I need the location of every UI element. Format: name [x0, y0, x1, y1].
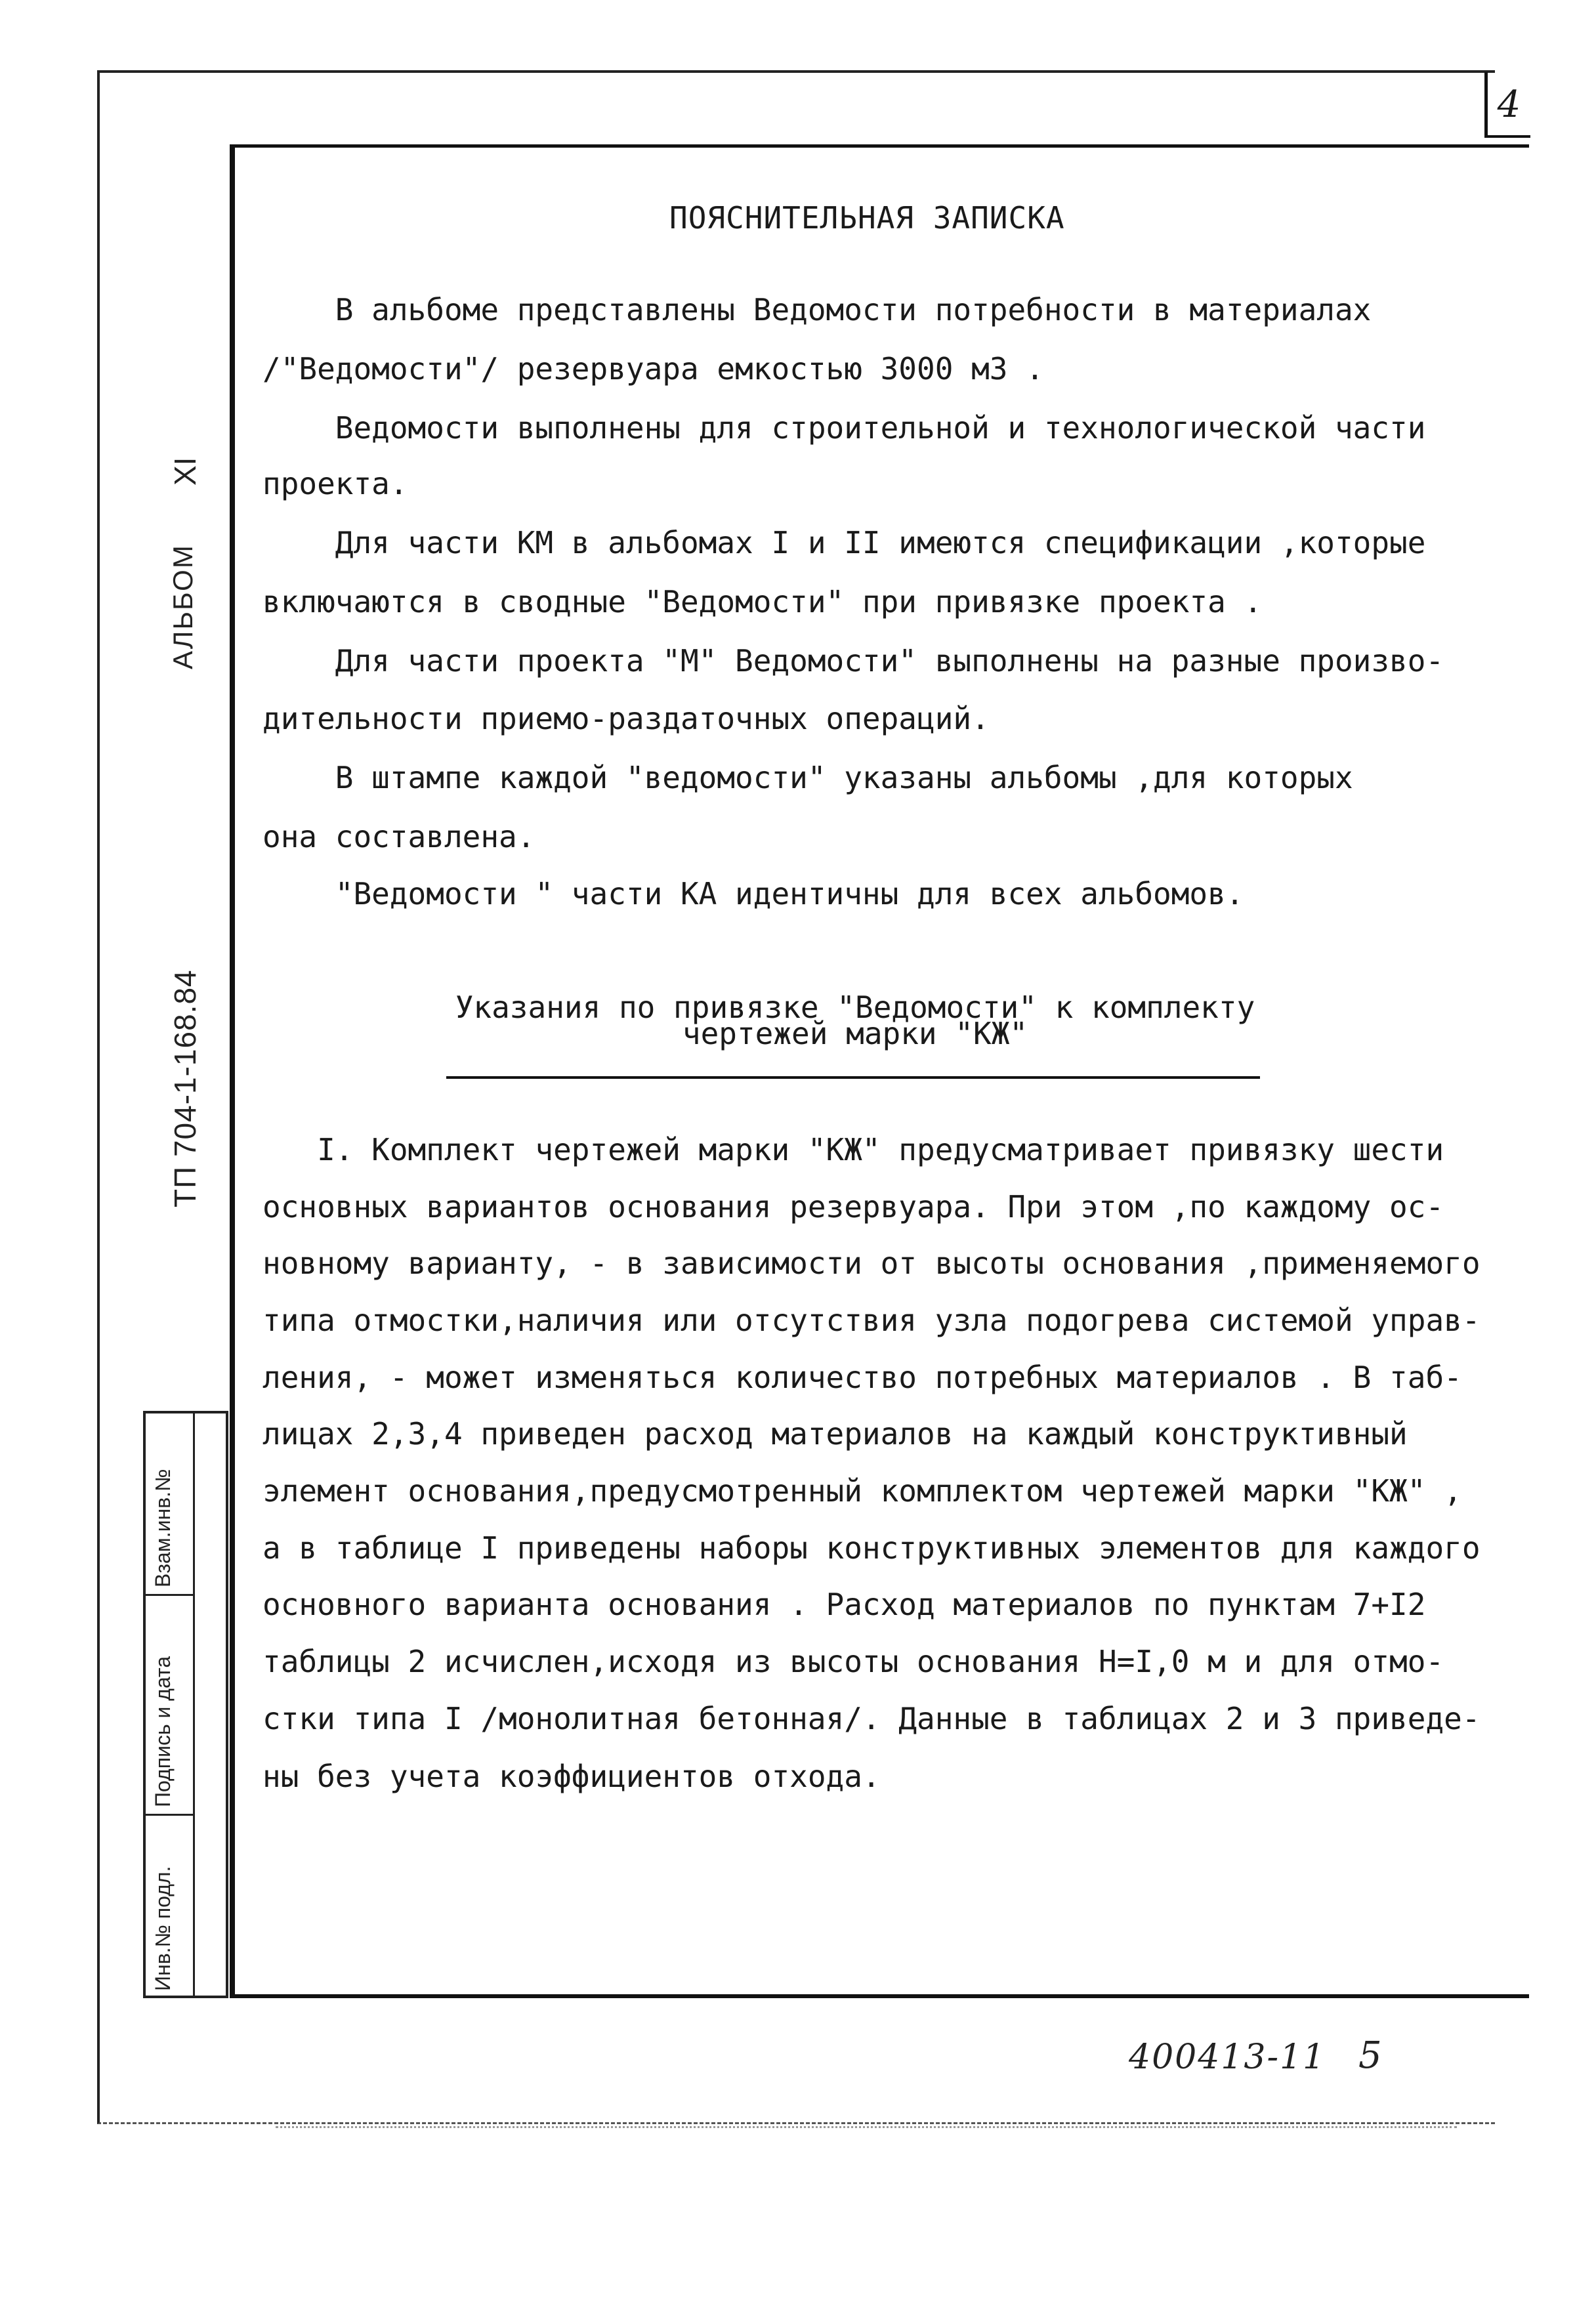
intro-line: Ведомости выполнены для строительной и технологической части	[262, 410, 1426, 446]
body-line: новному варианту, - в зависимости от высоты основания ,применяемого	[262, 1245, 1480, 1281]
sheet-number: 4	[1484, 72, 1530, 138]
stamp-vline	[193, 1413, 195, 1996]
subheading-line-1: Указания по привязке "Ведомости" к комплекту	[455, 990, 1255, 1025]
bottom-dotted-rule	[276, 2126, 1457, 2128]
subheading-underline	[446, 1076, 1260, 1079]
footer-page-number: 5	[1358, 2034, 1382, 2077]
intro-line: она составлена.	[262, 819, 536, 854]
side-album-volume: XI	[168, 457, 202, 486]
intro-line: В альбоме представлены Ведомости потребности в материалах	[262, 292, 1372, 327]
body-line: элемент основания,предусмотренный комплектом чертежей марки "КЖ" ,	[262, 1473, 1462, 1509]
intro-line: включаются в сводные "Ведомости" при привязке проекта .	[262, 584, 1263, 619]
body-line: основных вариантов основания резервуара. При этом ,по каждому ос-	[262, 1189, 1444, 1224]
body-line: типа отмостки,наличия или отсутствия узла подогрева системой управ-	[262, 1303, 1480, 1338]
intro-line: Для части КМ в альбомах I и II имеются спецификации ,которые	[262, 525, 1426, 560]
subheading	[445, 990, 1265, 1051]
subheading-line-2: чертежей марки "КЖ"	[682, 1016, 1028, 1051]
body-line: основного варианта основания . Расход материалов по пунктам 7+I2	[262, 1587, 1426, 1622]
footer-archive-code: 400413-11	[1129, 2038, 1326, 2077]
body-line: а в таблице I приведены наборы конструктивных элементов для каждого	[262, 1530, 1480, 1566]
stamp-label-replacement: Взам.инв.№	[151, 1469, 175, 1587]
intro-line: Для части проекта "М" Ведомости" выполнены на разные произво-	[262, 643, 1444, 679]
intro-line: В штампе каждой "ведомости" указаны альбомы ,для которых	[262, 760, 1353, 795]
intro-line: /"Ведомости"/ резервуара емкостью 3000 м3 .	[262, 351, 1044, 387]
body-line: ления, - может изменяться количество потребных материалов . В таб-	[262, 1360, 1462, 1395]
intro-line: дительности приемо-раздаточных операций.	[262, 701, 990, 736]
body-line: I. Комплект чертежей марки "КЖ" предусматривает привязку шести	[262, 1132, 1444, 1167]
stamp-divider	[146, 1594, 193, 1596]
page-title: ПОЯСНИТЕЛЬНАЯ ЗАПИСКА	[669, 200, 1065, 236]
stamp-divider	[146, 1814, 193, 1816]
stamp-label-inventory: Инв.№ подл.	[151, 1866, 175, 1991]
intro-line: "Ведомости " части КА идентичны для всех альбомов.	[262, 876, 1244, 911]
body-line: стки типа I /монолитная бетонная/. Данные в таблицах 2 и 3 приведе-	[262, 1701, 1480, 1736]
body-line: лицах 2,3,4 приведен расход материалов на каждый конструктивный	[262, 1416, 1408, 1452]
stamp-label-signature: Подпись и дата	[151, 1656, 175, 1807]
body-line: ны без учета коэффициентов отхода.	[262, 1759, 881, 1794]
side-document-code: ТП 704-1-168.84	[168, 969, 202, 1207]
body-line: таблицы 2 исчислен,исходя из высоты основания Н=I,0 м и для отмо-	[262, 1644, 1444, 1679]
intro-line: проекта.	[262, 466, 408, 501]
side-album-label: АЛЬБОМ	[167, 544, 198, 669]
side-stamp	[143, 1411, 228, 1998]
